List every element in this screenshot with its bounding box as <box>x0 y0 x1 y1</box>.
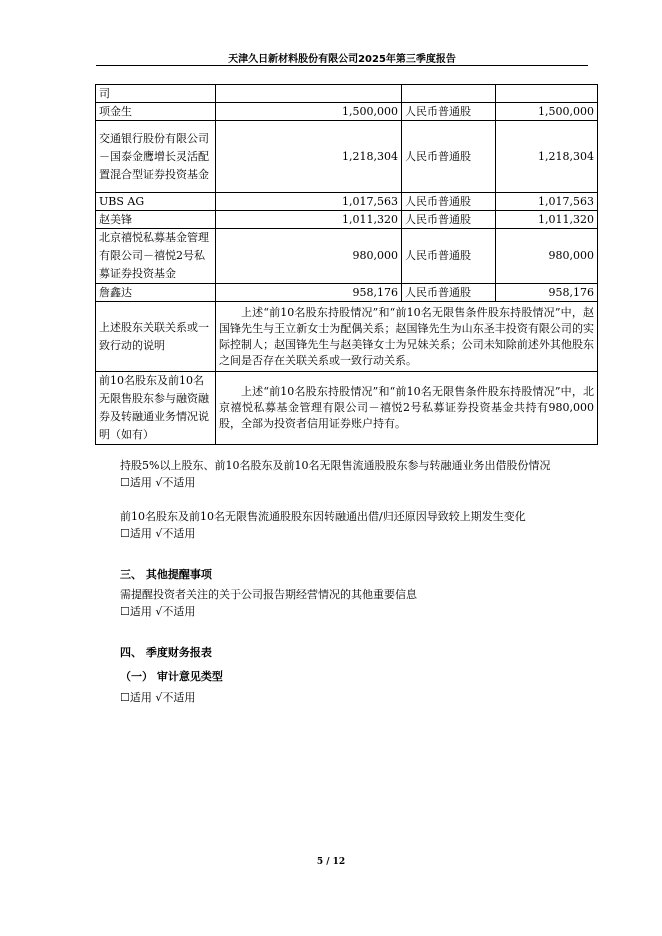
holder-shares: 1,011,320 <box>216 211 402 229</box>
margin-cell <box>216 372 598 445</box>
reminder-heading: 三、 其他提醒事项 <box>120 568 212 581</box>
holder-shares: 1,218,304 <box>216 121 402 193</box>
holder-shares: 1,017,563 <box>216 193 402 211</box>
table-row <box>96 193 598 211</box>
margin-text: 上述“前10名股东持股情况”和“前10名无限售条件股东持股情况”中，北京禧悦私募基金管理有限公司－禧悦2号私募证券投资基金共持有980,000股，全部为投资者信用证券账户持有。 <box>219 385 594 430</box>
share-type: 人民币普通股 <box>402 229 496 284</box>
change-title: 前10名股东及前10名无限售流通股股东因转融通出借/归还原因导致较上期发生变化 <box>120 510 526 523</box>
share-type: 人民币普通股 <box>402 211 496 229</box>
share-count: 980,000 <box>496 229 598 284</box>
page-number: 5 / 12 <box>316 857 346 867</box>
holder-shares: 958,176 <box>216 284 402 302</box>
margin-row <box>96 372 598 445</box>
relation-text: 上述“前10名股东持股情况”和“前10名无限售条件股东持股情况”中，赵国锋先生与王立新女士为配偶关系；赵国锋先生为山东圣丰投资有限公司的实际控制人；赵国锋先生与赵美锋女士为兄妹关系；公司未知除前述外其他股东之间是否存在关联关系或一致行动关系。 <box>219 305 594 367</box>
report-header: 天津久日新材料股份有限公司2025年第三季度报告 <box>228 54 456 65</box>
reminder-option: ☐适用 √不适用 <box>120 605 196 618</box>
share-count <box>496 85 598 103</box>
share-count: 958,176 <box>496 284 598 302</box>
holder-name: 司 <box>96 85 216 103</box>
share-type <box>402 85 496 103</box>
relation-cell <box>216 302 598 372</box>
table-row <box>96 103 598 121</box>
table-row <box>96 284 598 302</box>
holder-name: 项金生 <box>96 103 216 121</box>
holder-name: 詹鑫达 <box>96 284 216 302</box>
holder-name: UBS AG <box>96 193 216 211</box>
share-type: 人民币普通股 <box>402 284 496 302</box>
table-row <box>96 121 598 193</box>
lending-option: ☐适用 √不适用 <box>120 476 196 489</box>
audit-option: ☐适用 √不适用 <box>120 691 196 704</box>
share-count: 1,218,304 <box>496 121 598 193</box>
relation-row <box>96 302 598 372</box>
header-rule <box>96 65 588 66</box>
share-type: 人民币普通股 <box>402 121 496 193</box>
share-count: 1,017,563 <box>496 193 598 211</box>
holder-shares: 980,000 <box>216 229 402 284</box>
lending-title: 持股5%以上股东、前10名股东及前10名无限售流通股股东参与转融通业务出借股份情况 <box>120 459 551 472</box>
share-type: 人民币普通股 <box>402 103 496 121</box>
reminder-text: 需提醒投资者关注的关于公司报告期经营情况的其他重要信息 <box>120 588 417 601</box>
margin-label: 前10名股东及前10名无限售股东参与融资融券及转融通业务情况说明（如有） <box>96 372 216 445</box>
holder-name: 交通银行股份有限公司－国泰金鹰增长灵活配置混合型证券投资基金 <box>96 121 216 193</box>
table-row <box>96 85 598 103</box>
relation-label: 上述股东关联关系或一致行动的说明 <box>96 302 216 372</box>
share-type: 人民币普通股 <box>402 193 496 211</box>
financial-heading: 四、 季度财务报表 <box>120 646 212 659</box>
table-row <box>96 211 598 229</box>
holder-name: 北京禧悦私募基金管理有限公司－禧悦2号私募证券投资基金 <box>96 229 216 284</box>
shareholders-table <box>95 84 598 445</box>
holder-shares: 1,500,000 <box>216 103 402 121</box>
holder-name: 赵美锋 <box>96 211 216 229</box>
audit-heading: （一） 审计意见类型 <box>120 670 223 683</box>
share-count: 1,500,000 <box>496 103 598 121</box>
table-row <box>96 229 598 284</box>
holder-shares <box>216 85 402 103</box>
share-count: 1,011,320 <box>496 211 598 229</box>
change-option: ☐适用 √不适用 <box>120 527 196 540</box>
